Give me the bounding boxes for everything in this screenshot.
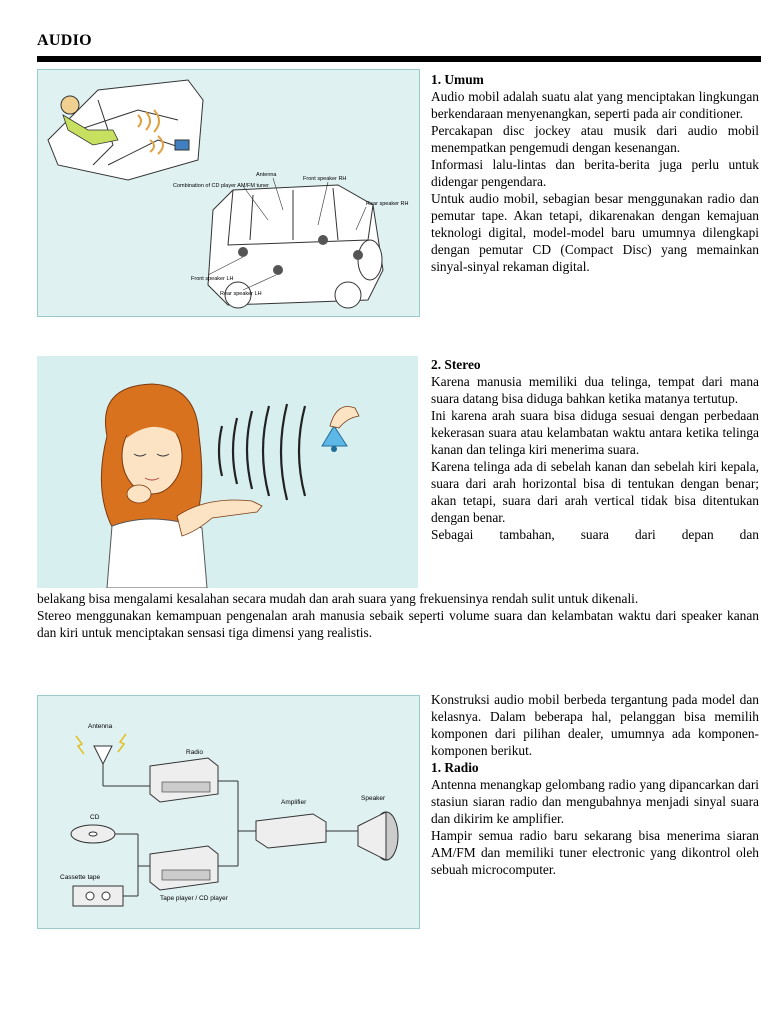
car-audio-figure [37, 69, 420, 317]
heading-radio: 1. Radio [431, 760, 479, 775]
label-amplifier: Amplifier [281, 799, 307, 806]
paragraph: Untuk audio mobil, sebagian besar menggunakan radio dan pemutar tape. Akan tetapi, dikarenakan dengan kemajuan teknologi digital, model-model baru umumnya dilengkapi dengan pemutar CD (Compact Disc) yang memainkan sinyal-sinyal rekaman digital. [431, 191, 759, 274]
label-cd: CD [90, 814, 100, 821]
section-stereo-full-width [37, 590, 759, 641]
paragraph: Hampir semua radio baru sekarang bisa menerima siaran AM/FM dan memiliki tuner electronic yang dikontrol oleh sebuah microcomputer. [431, 828, 759, 877]
section-radio [431, 691, 759, 878]
heading-stereo: 2. Stereo [431, 357, 481, 372]
title-rule [37, 56, 761, 62]
label-radio: Radio [186, 749, 203, 756]
paragraph: Karena manusia memiliki dua telinga, tempat dari mana suara datang bisa diduga bahkan ketika matanya tertutup. [431, 374, 759, 406]
label-front-lh: Front speaker LH [191, 276, 234, 282]
paragraph: Stereo menggunakan kemampuan pengenalan arah manusia sebaik seperti volume suara dan kelambatan waktu dari speaker kanan dan kiri untuk menciptakan sensasi tiga dimensi yang realistis. [37, 608, 759, 640]
page-title: AUDIO [37, 32, 92, 49]
section-stereo [431, 356, 759, 543]
label-rear-lh: Rear speaker LH [220, 291, 262, 297]
paragraph: Ini karena arah suara bisa diduga sesuai dengan perbedaan kekerasan suara atau kelambatan waktu antara ketika telinga kanan dan telinga kiri menerima suara. [431, 408, 759, 457]
paragraph: Sebagai tambahan, suara dari depan dan [431, 527, 759, 542]
paragraph: Karena telinga ada di sebelah kanan dan sebelah kiri kepala, suara dari arah horizontal bisa di tentukan dengan benar; akan tetapi, suara dari arah vertical tidak bisa ditentukan dengan benar. [431, 459, 759, 525]
paragraph: Informasi lalu-lintas dan berita-berita juga perlu untuk didengar pengendara. [431, 157, 759, 189]
label-rear-rh: Rear speaker RH [366, 201, 409, 207]
paragraph: belakang bisa mengalami kesalahan secara mudah dan arah suara yang frekuensinya rendah sulit untuk dikenali. [37, 591, 639, 606]
label-combination: Combination of CD player AM/FM tuner [173, 183, 269, 189]
section-umum [431, 71, 759, 275]
label-front-rh: Front speaker RH [303, 176, 347, 182]
heading-umum: 1. Umum [431, 72, 484, 87]
audio-components-figure [37, 695, 420, 929]
stereo-figure [37, 356, 418, 588]
label-cassette: Cassette tape [60, 874, 101, 881]
label-antenna: Antenna [88, 723, 113, 730]
label-speaker: Speaker [361, 795, 386, 802]
paragraph: Konstruksi audio mobil berbeda tergantung pada model dan kelasnya. Dalam beberapa hal, pelanggan bisa memilih komponen dari pilihan dealer, umumnya ada komponen-komponen berikut. [431, 692, 759, 758]
paragraph: Antenna menangkap gelombang radio yang dipancarkan dari stasiun siaran radio dan mengubahnya menjadi sinyal suara dan dikirim ke amplifier. [431, 777, 759, 826]
label-antenna: Antenna [256, 172, 277, 178]
label-tape-player: Tape player / CD player [160, 895, 228, 902]
paragraph: Audio mobil adalah suatu alat yang menciptakan lingkungan berkendaraan menyenangkan, seperti pada air conditioner. [431, 89, 759, 121]
paragraph: Percakapan disc jockey atau musik dari audio mobil menempatkan pengemudi dengan kesenangan. [431, 123, 759, 155]
